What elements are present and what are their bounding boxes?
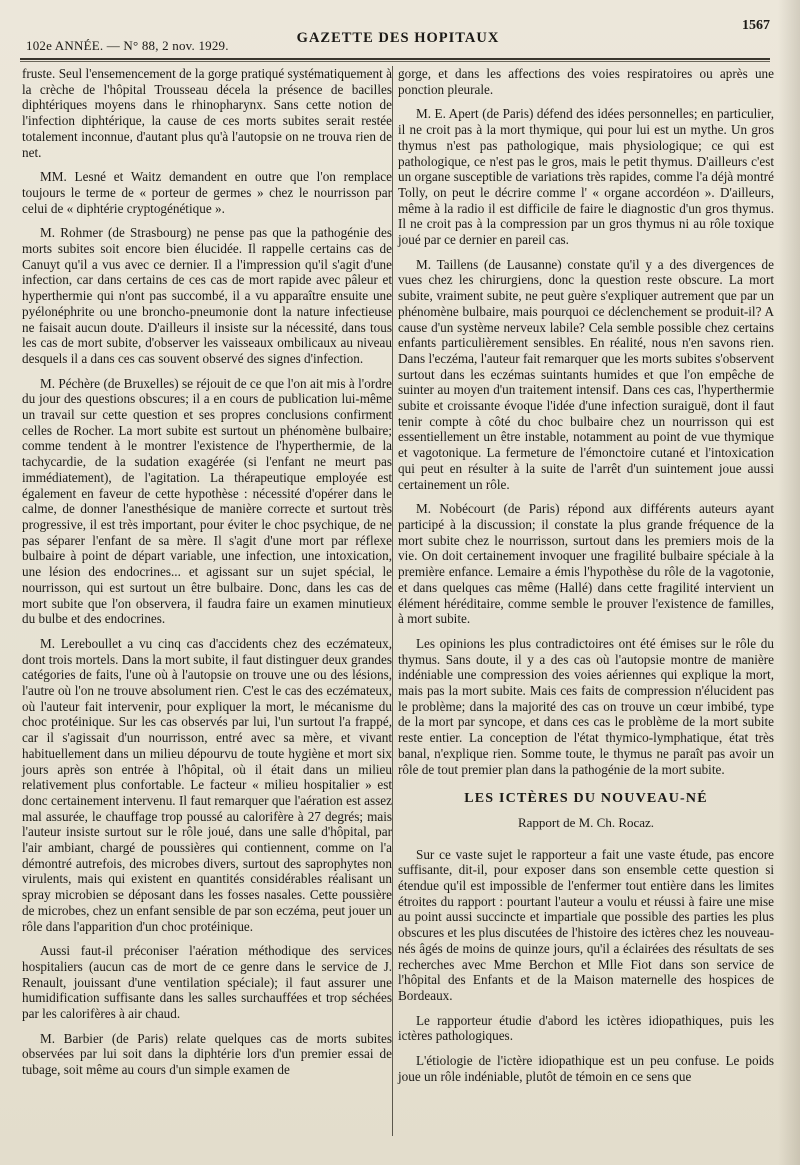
- paragraph: Les opinions les plus contradictoires ont été émises sur le rôle du thymus. Sans doute, il y a des cas où l'autopsie montre de manière indéniable une compression des voies aériennes qui explique la mort, mais pas la mort subite. Mais ces faits de compression n'élucident pas le problème; dans la majorité des cas on trouve un cœur imbibé, type de la mort par syncope, et dans ces cas le problème de la mort subite reste entier. La conception de l'état thymico-lymphatique, état très banal, n'explique rien. Somme toute, le thymus ne paraît pas avoir un rôle de tout premier plan dans la pathogénie de la mort subite.: [398, 635, 774, 777]
- paragraph: M. Barbier (de Paris) relate quelques cas de morts subites observées par lui soit dans la diphtérie lors d'un premier essai de tubage, soit même au cours d'un simple examen de: [22, 1030, 392, 1078]
- paragraph: Aussi faut-il préconiser l'aération méthodique des services hospitaliers (aucun cas de mort de ce genre dans le service de J. Renault, jouissant d'une ventilation spéciale); il faut assurer une humidification suffisante dans les salles surchauffées et trop séchées par les calorifères à air chaud.: [22, 943, 392, 1022]
- journal-title: GAZETTE DES HOPITAUX: [296, 30, 500, 46]
- page-number: 1567: [742, 18, 770, 33]
- paragraph: M. Rohmer (de Strasbourg) ne pense pas que la pathogénie des morts subites soit encore bien élucidée. Il rappelle certains cas de Canuyt qu'il a vus avec ce dernier. Il a l'impression qu'il s'agit d'une infection, car dans certains de ces cas de mort rapide avec pâleur et hyperthermie qui n'ont pas succombé, il a vu apparaître ensuite une pyélonéphrite ou une broncho-pneumonie dont la nature infectieuse ne faisait aucun doute. D'ailleurs il insiste sur la nécessité, dans tous les cas de mort subite, d'observer les vaisseaux ombilicaux au niveau desquels il a dans ces cas souvent observé des signes d'infection.: [22, 225, 392, 366]
- section-title: LES ICTÈRES DU NOUVEAU-NÉ: [464, 791, 708, 807]
- paragraph: fruste. Seul l'ensemencement de la gorge pratiqué systématiquement à la crèche de l'hôpital Trousseau décela la présence de bacilles diphtériques moyens dans le rhinopharynx. Sans cette notion de l'infection diphtérique, la cause de ces morts subites serait restée totalement inconnue, d'autant plus qu'à l'autopsie on ne trouva rien de net.: [22, 66, 392, 160]
- column-divider: [392, 66, 393, 1136]
- paragraph: L'étiologie de l'ictère idiopathique est un peu confuse. Le poids joue un rôle indéniable, plutôt de témoin en ce sens que: [398, 1053, 774, 1084]
- header-rule: [20, 58, 770, 60]
- left-column: [22, 66, 392, 1087]
- right-column: [398, 66, 774, 1093]
- paragraph: M. Taillens (de Lausanne) constate qu'il y a des divergences de vues chez les chirurgiens, donc la question reste obscure. La mort subite, vraiment subite, ne peut guère s'expliquer autrement que par un phénomène bulbaire, mais pourquoi ce déclenchement se produit-il? A cause d'un système nerveux labile? Cela semble possible chez certains enfants particulièrement sensibles. En réalité, nous n'en savons rien. Dans l'eczéma, l'auteur fait remarquer que les morts subites s'observent surtout dans les eczémas suintants humides et que l'on empêche de suinter au moyen d'un traitement intensif. Dans ces cas, l'hyperthermie subite et croissante évoque l'idée d'une infection suraiguë, dont il faut tenir compte à côté du choc bulbaire chez un nourrisson qui est essentiellement un être instable, notamment au point de vue thymique et vagotonique. La fermeture de l'émonctoire cutané et l'intoxication qui peut en résulter à la suite de l'arrêt d'un suintement joue aussi certainement un rôle.: [398, 256, 774, 492]
- paragraph: M. Nobécourt (de Paris) répond aux différents auteurs ayant participé à la discussion; il constate la plus grande fréquence de la mort subite chez le nourrisson, surtout dans les premiers mois de la vie. On doit certainement invoquer une fragilité bulbaire spéciale à la première enfance. Lemaire a émis l'hypothèse du rôle de la vagotonie, et dans quelques cas même (Hallé) dans cette fragilité intervient un élément héréditaire, comme semble le prouver l'existence de familles, à mort subite.: [398, 501, 774, 627]
- paragraph: M. E. Apert (de Paris) défend des idées personnelles; en particulier, il ne croit pas à la mort thymique, qui pour lui est un mythe. Un gros thymus n'est pas pathologique, mais physiologique; ce qui est pathologique, ce n'est pas le gros, mais le petit thymus. D'ailleurs c'est un organe susceptible de variations très rapides, comme l'a déjà montré Tolly, on peut le décrire comme l' « organe accordéon ». D'ailleurs, même à la radio il est difficile de faire le diagnostic d'un gros thymus. Il ne croit pas à la compression par un gros thymus ni au rôle toxique joué par ce dernier en pareil cas.: [398, 106, 774, 248]
- paragraph: gorge, et dans les affections des voies respiratoires ou après une ponction pleurale.: [398, 66, 774, 97]
- paragraph: Sur ce vaste sujet le rapporteur a fait une vaste étude, pas encore suffisante, dit-il, pour exposer dans son ensemble cette question si étendue qu'il est impossible de l'enfermer tout entière dans les limites étroites du rapport : pourtant l'auteur a voulu et réussi à faire une mise au point aussi succincte et impartiale que possible des parties les plus obscures et les plus discutées de l'histoire des ictères chez les nouveau-nés âgés de moins de quinze jours, qu'il a éclairées des résultats de ses recherches avec Mme Berchon et Mlle Fiot dans son service de l'hôpital des Enfants et de la Maison maternelle des hospices de Bordeaux.: [398, 846, 774, 1003]
- issue-info: 102e ANNÉE. — N° 88, 2 nov. 1929.: [26, 38, 229, 53]
- header-rule-thin: [20, 61, 770, 62]
- page-header: [26, 16, 770, 56]
- paragraph: M. Lereboullet a vu cinq cas d'accidents chez des eczémateux, dont trois mortels. Dans la mort subite, il faut distinguer deux grandes catégories de faits, l'une où à l'autopsie on trouve une ou des lésions, l'autre où l'on ne trouve absolument rien. C'est le cas des eczémateux, où l'auteur fait intervenir, pour expliquer la mort, le mécanisme du choc protéinique. Sur les cas observés par lui, l'un surtout l'a frappé, car il s'agissait d'un nourrisson, entré avec sa mère, et vivant habituellement dans un milieu dépourvu de toute hygiène et mort six jours après son entrée à l'hôpital, où il était dans un milieu relativement plus confortable. Le facteur « milieu hospitalier » est donc certainement intervenu. Il faut remarquer que l'aération est assez mal assurée, le chauffage trop poussé au calorifère à 27 degrés; mais l'auteur insiste surtout sur le rôle joué, dans une salle d'hôpital, par l'air ambiant, chargé de poussières qui contiennent, comme on l'a démontré autrefois, des microbes divers, surtout des saprophytes non virulents, mais qui existent en quantités considérables réalisant un spray microbien se déposant dans les fosses nasales. Cette poussière de microbes, chez un enfant sensible de par son eczéma, peut jouer un rôle dans l'apparition d'un choc protéinique.: [22, 635, 392, 934]
- section-subtitle: Rapport de M. Ch. Rocaz.: [517, 814, 655, 830]
- paragraph: M. Péchère (de Bruxelles) se réjouit de ce que l'on ait mis à l'ordre du jour des questions obscures; il a en cours de publication lui-même un travail sur cette question et ses propres conclusions confirment celles de Rocher. La mort subite est surtout un phénomène bulbaire; comme tendent à le montrer l'existence de l'hyperthermie, de la tachycardie, de la sudation exagérée (si l'enfant ne meurt pas immédiatement), de l'agitation. La thérapeutique employée est également en faveur de cette hypothèse : nécessité d'opérer dans le calme, de donner l'anesthésique de manière correcte et surtout très progressive, il est très important, pour éviter le choc psychique, de ne pas séparer l'enfant de sa mère. Il s'agit d'une mort par réflexe bulbaire à point de départ variable, une infection, une intoxication, une lésion des endocrines... et agissant sur un sujet spécial, le nourrisson, qui est surtout un être bulbaire. Donc, dans les cas de mort subite que l'on observera, il faudra faire un examen minutieux du bulbe et des endocrines.: [22, 375, 392, 627]
- paragraph: MM. Lesné et Waitz demandent en outre que l'on remplace toujours le terme de « porteur de germes » chez le nourrisson par celui de « diphtérie cryptogénétique ».: [22, 169, 392, 216]
- page-edge-shadow: [778, 0, 800, 1165]
- paragraph: Le rapporteur étudie d'abord les ictères idiopathiques, puis les ictères pathologiques.: [398, 1012, 774, 1044]
